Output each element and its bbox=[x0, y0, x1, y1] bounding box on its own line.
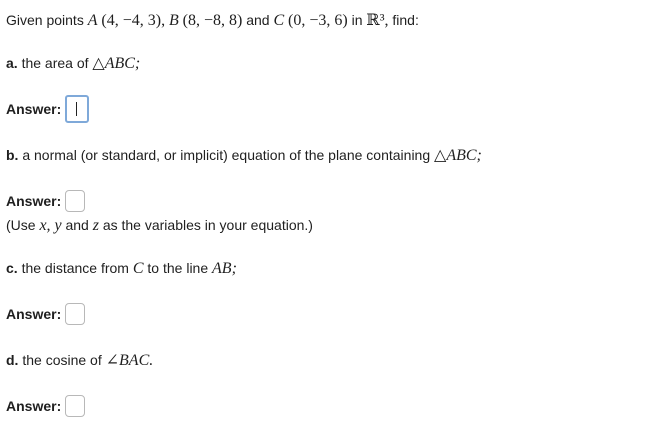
part-d-question bbox=[6, 350, 153, 371]
hint-z: z bbox=[92, 217, 99, 234]
part-a-math: △ABC; bbox=[92, 55, 141, 72]
part-b-text: a normal (or standard, or implicit) equation of the plane containing bbox=[22, 147, 431, 163]
and-text: and bbox=[246, 12, 270, 28]
part-b-math: △ABC; bbox=[434, 147, 482, 164]
part-d-letter: d. bbox=[6, 352, 19, 368]
hint-x: x, bbox=[39, 217, 51, 234]
part-c-text: the distance from bbox=[21, 260, 129, 276]
hint-and: and bbox=[65, 217, 89, 233]
answer-label: Answer: bbox=[6, 101, 62, 117]
point-b-label: B bbox=[168, 12, 179, 29]
part-c-text-middle: to the line bbox=[147, 260, 209, 276]
hint-suffix: as the variables in your equation.) bbox=[102, 217, 313, 233]
point-a-coords: (4, −4, 3), bbox=[101, 12, 166, 29]
point-b-coords: (8, −8, 8) bbox=[182, 12, 243, 29]
part-a-question bbox=[6, 53, 140, 74]
find-text: find: bbox=[392, 12, 419, 28]
r3-symbol: ℝ³, bbox=[366, 12, 389, 29]
part-c-math2: AB; bbox=[212, 260, 237, 277]
part-d-answer-row bbox=[6, 391, 85, 421]
answer-label: Answer: bbox=[6, 193, 62, 209]
part-d-text: the cosine of bbox=[22, 352, 102, 368]
part-c-answer-input[interactable] bbox=[65, 303, 85, 325]
part-a-answer-row bbox=[6, 94, 89, 124]
in-text: in bbox=[351, 12, 363, 28]
part-a-letter: a. bbox=[6, 55, 18, 71]
part-d-math: ∠BAC. bbox=[105, 352, 154, 369]
hint-y: y bbox=[54, 217, 62, 234]
part-b-letter: b. bbox=[6, 147, 19, 163]
part-d-answer-input[interactable] bbox=[65, 395, 85, 417]
part-b-answer-row bbox=[6, 186, 85, 216]
part-c-math: C bbox=[132, 260, 144, 277]
part-a-text: the area of bbox=[21, 55, 89, 71]
part-c-answer-row bbox=[6, 299, 85, 329]
point-c-coords: (0, −3, 6) bbox=[288, 12, 348, 29]
part-b-answer-input[interactable] bbox=[65, 190, 85, 212]
part-c-question bbox=[6, 258, 237, 279]
hint-prefix: (Use bbox=[6, 217, 36, 233]
intro-text: Given points bbox=[6, 12, 84, 28]
variables-hint bbox=[6, 215, 313, 236]
problem-statement bbox=[6, 10, 419, 31]
part-b-question bbox=[6, 145, 482, 166]
answer-label: Answer: bbox=[6, 398, 62, 414]
part-c-letter: c. bbox=[6, 260, 18, 276]
point-a-label: A bbox=[87, 12, 98, 29]
answer-label: Answer: bbox=[6, 306, 62, 322]
point-c-label: C bbox=[273, 12, 285, 29]
part-a-answer-input[interactable] bbox=[65, 95, 89, 123]
